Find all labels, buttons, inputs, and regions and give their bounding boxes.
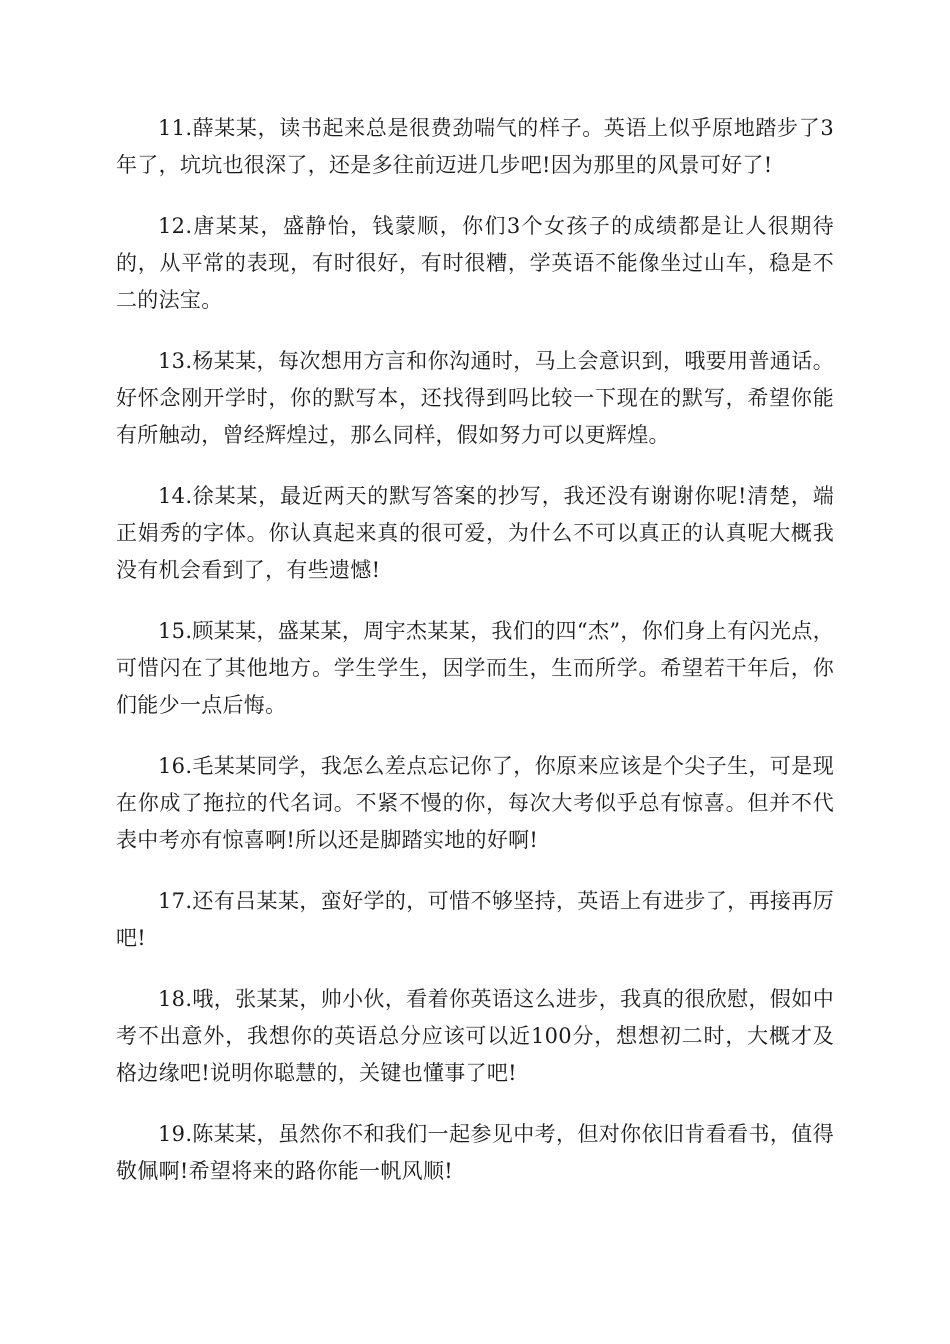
paragraph-13: 13.杨某某，每次想用方言和你沟通时，马上会意识到，哦要用普通话。好怀念刚开学时，你的默写本，还找得到吗比较一下现在的默写，希望你能有所触动，曾经辉煌过，那么同样，假如努力可以更辉煌。 — [116, 349, 834, 447]
paragraph-18: 18.哦，张某某，帅小伙，看着你英语这么进步，我真的很欣慰，假如中考不出意外，我想你的英语总分应该可以近100分，想想初二时，大概才及格边缘吧!说明你聪慧的，关键也懂事了吧! — [116, 987, 834, 1085]
paragraph-16: 16.毛某某同学，我怎么差点忘记你了，你原来应该是个尖子生，可是现在你成了拖拉的代名词。不紧不慢的你，每次大考似乎总有惊喜。但并不代表中考亦有惊喜啊!所以还是脚踏实地的好啊! — [116, 754, 834, 852]
document-body — [116, 110, 834, 1214]
paragraph-17: 17.还有吕某某，蛮好学的，可惜不够坚持，英语上有进步了，再接再厉吧! — [116, 889, 834, 950]
paragraph-14: 14.徐某某，最近两天的默写答案的抄写，我还没有谢谢你呢!清楚，端正娟秀的字体。你认真起来真的很可爱，为什么不可以真正的认真呢大概我没有机会看到了，有些遗憾! — [116, 484, 834, 582]
paragraph-15: 15.顾某某，盛某某，周宇杰某某，我们的四“杰”，你们身上有闪光点，可惜闪在了其他地方。学生学生，因学而生，生而所学。希望若干年后，你们能少一点后悔。 — [116, 619, 834, 717]
paragraph-19: 19.陈某某，虽然你不和我们一起参见中考，但对你依旧肯看看书，值得敬佩啊!希望将来的路你能一帆风顺! — [116, 1122, 834, 1183]
paragraph-12: 12.唐某某，盛静怡，钱蒙顺，你们3个女孩子的成绩都是让人很期待的，从平常的表现，有时很好，有时很糟，学英语不能像坐过山车，稳是不二的法宝。 — [116, 214, 834, 312]
paragraph-11: 11.薛某某，读书起来总是很费劲喘气的样子。英语上似乎原地踏步了3年了，坑坑也很深了，还是多往前迈进几步吧!因为那里的风景可好了! — [116, 116, 834, 177]
